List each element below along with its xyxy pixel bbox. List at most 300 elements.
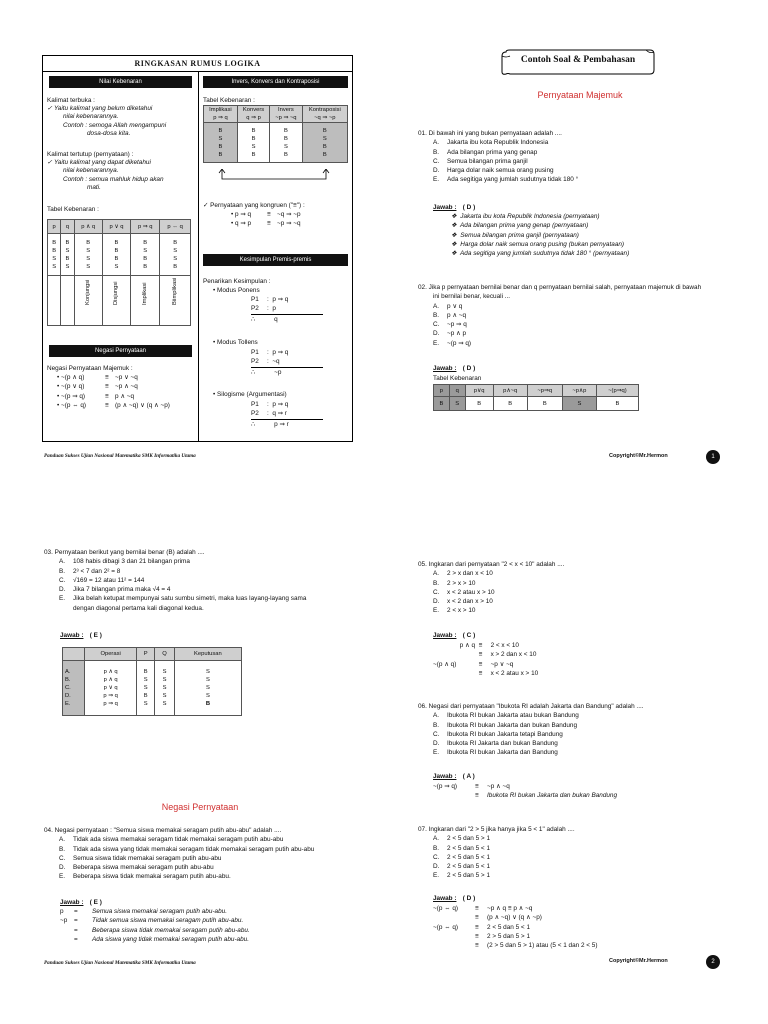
eq: ≡ <box>475 792 479 800</box>
cell: S <box>86 263 91 270</box>
opt-text: 2³ < 7 dan 2² = 8 <box>73 567 121 575</box>
sol-line: Semua siswa memakai seragam putih abu-abu. <box>92 908 227 915</box>
ponens-block: P1 : p ⇒ q P2 : p ∴ q <box>251 295 323 324</box>
terbuka-4: dosa-dosa kita. <box>87 130 131 137</box>
th <box>63 648 85 661</box>
sol-line: x < 2 atau x > 10 <box>490 669 539 677</box>
opt-letter: B. <box>433 844 440 852</box>
cell: S <box>173 247 178 254</box>
cell: S <box>143 677 148 683</box>
opt-text: ~p ∧ p <box>447 330 467 338</box>
sol-line: Beberapa siswa tidak memakai seragam putih abu-abu. <box>92 926 250 934</box>
question-05 <box>418 560 564 616</box>
question-04 <box>44 826 314 882</box>
tertutup-4: mati. <box>87 184 101 191</box>
th: p∧~q <box>493 385 527 397</box>
val: p ⇒ r <box>274 420 289 428</box>
eq: ≡ <box>475 905 479 912</box>
opt-text: x < 2 dan x > 10 <box>447 598 493 606</box>
cell: p ⇒ q <box>103 701 118 707</box>
cell: D. <box>65 693 71 699</box>
lbl: P1 <box>251 401 259 408</box>
banner-title: Contoh Soal & Pembahasan <box>520 55 636 65</box>
th: P <box>137 648 155 661</box>
opt-letter: D. <box>433 330 440 338</box>
q3-answer: ( E ) <box>89 632 102 639</box>
sol-line: 2 < 5 dan 5 < 1 <box>487 923 530 931</box>
negasi-head: Negasi Pernyataan Majemuk : <box>47 365 133 372</box>
opt-text: Ada segitiga yang jumlah sudutnya tidak 180 ° <box>447 176 579 184</box>
cell: B <box>251 135 256 142</box>
cell: B <box>143 669 148 675</box>
equiv: ≡ <box>105 401 109 409</box>
invers-table <box>203 105 348 163</box>
cell: S <box>65 247 70 254</box>
k-right: ~p ⇒ ~q <box>277 220 301 228</box>
val: p <box>272 305 276 313</box>
cell: E. <box>65 701 71 707</box>
opt-text: Ibukota RI bukan Jakarta atau bukan Bandung <box>447 712 579 720</box>
opt-text: 2 > x > 10 <box>447 579 476 587</box>
cell: S <box>173 255 178 262</box>
opt-letter: C. <box>59 576 66 584</box>
cell: p ∧ q <box>103 669 118 675</box>
sol-line: (p ∧ ~q) ∨ (q ∧ ~p) <box>487 914 542 922</box>
cell: B <box>52 239 57 246</box>
opt-letter: C. <box>59 854 66 862</box>
bar-nilai-kebenaran: Nilai Kebenaran <box>49 76 192 88</box>
opt-text: Beberapa siswa tidak memakai seragam putih abu-abu. <box>73 873 231 881</box>
q5-answer: ( C ) <box>462 632 476 639</box>
terbuka-head: Kalimat terbuka : <box>47 97 95 104</box>
opt-letter: D. <box>433 598 440 606</box>
th: ~p∧p <box>562 385 596 397</box>
sol-line: 2 < x < 10 <box>490 642 519 649</box>
check-icon: ✓ <box>203 202 211 209</box>
q2-text-1: 02. Jika p pernyataan bernilai benar dan q pernyataan bernilai salah, pernyataan majemuk di bawah <box>418 284 702 291</box>
cell: B <box>143 263 148 270</box>
cell: S <box>52 263 57 270</box>
lbl: ∴ <box>251 315 256 323</box>
negasi-left: ~(p ⇒ q) <box>61 392 86 400</box>
cell: p ⇒ q <box>103 693 118 699</box>
bar-negasi: Negasi Pernyataan <box>49 345 192 357</box>
page-number-badge: 1 <box>706 450 720 464</box>
vlabel-biimplikasi: Biimplikasi <box>172 277 179 305</box>
th: ~p ⇒ ~q <box>275 115 297 121</box>
th: Operasi <box>85 648 137 661</box>
sol-line: Ada segitiga yang jumlah sudutnya tidak 180 ° (pernyataan) <box>460 250 630 258</box>
cell: S <box>322 135 327 142</box>
opt-text: Tidak ada siswa yang tidak memakai seragam tidak memakai seragam putih abu-abu <box>73 845 315 853</box>
lbl: ∴ <box>251 420 256 428</box>
th: Keputusan <box>174 648 241 661</box>
opt-letter: B. <box>433 579 440 587</box>
opt-letter: D. <box>433 863 440 871</box>
q7-text: 07. Ingkaran dari "2 > 5 jika hanya jika 5 < 1" adalah .... <box>418 826 575 833</box>
cell: B <box>218 143 223 150</box>
section-negasi-pernyataan: Negasi Pernyataan <box>161 802 239 812</box>
opt-letter: C. <box>433 853 440 861</box>
cell: S <box>162 669 167 675</box>
opt-text: 2 < 5 dan 5 < 1 <box>447 844 490 852</box>
th: q ⇒ p <box>246 115 261 121</box>
jawab-label: Jawab : <box>60 899 84 906</box>
cell: B <box>114 255 119 262</box>
copyright: Copyright©Mr.Hermon <box>609 958 668 964</box>
cell: C. <box>65 685 71 691</box>
k-left: p ⇒ q <box>235 211 252 218</box>
opt-letter: B. <box>59 567 66 575</box>
opt-letter: A. <box>59 836 66 844</box>
sym: ~(p ⇔ q) <box>433 923 459 931</box>
th: Kontraposisi <box>308 107 341 113</box>
opt-letter: A. <box>433 139 440 147</box>
cell: S <box>114 263 119 270</box>
q6-answer: ( A ) <box>462 773 475 780</box>
opt-text: Semua bilangan prima ganjil <box>447 157 528 165</box>
q2-text-2: ini bernilai benar, kecuali ... <box>433 293 511 301</box>
eq: ≡ <box>475 923 479 931</box>
th: q <box>449 385 465 397</box>
sol-line: (2 > 5 dan 5 > 1) atau (5 < 1 dan 2 < 5) <box>487 942 598 950</box>
opt-letter: B. <box>59 845 66 853</box>
opt-text: Tidak ada siswa memakai seragam tidak memakai seragam putih abu-abu <box>73 836 284 844</box>
negasi-left: ~(p ∧ q) <box>61 374 85 381</box>
cell: S <box>218 135 223 142</box>
eq: ≡ <box>478 651 483 659</box>
q1-answer: ( D ) <box>462 204 476 211</box>
cell: S <box>205 685 210 691</box>
th: p ⇔ q <box>160 220 191 234</box>
q7-answer: ( D ) <box>462 895 476 902</box>
jawab-label: Jawab : <box>433 632 457 639</box>
th: Q <box>155 648 175 661</box>
cell: B <box>52 247 57 254</box>
eq: ≡ <box>478 642 483 649</box>
opt-text: Ada bilangan prima yang genap <box>447 148 538 156</box>
question-02 <box>418 283 701 348</box>
opt-text: 2 < 5 dan 5 < 1 <box>447 853 490 861</box>
cell: S <box>65 263 70 270</box>
cell: B. <box>65 677 71 683</box>
vlabel-disjungsi: Disjungsi <box>113 280 120 305</box>
sol-line: x > 2 dan x < 10 <box>490 651 537 659</box>
opt-letter: C. <box>433 730 440 738</box>
bracket-connector <box>218 169 330 183</box>
negasi-right: (p ∧ ~q) ∨ (q ∧ ~p) <box>115 401 170 409</box>
opt-letter: E. <box>433 749 440 757</box>
page-number-badge: 2 <box>706 955 720 969</box>
cell: S <box>86 247 91 254</box>
opt-letter: A. <box>59 558 66 566</box>
val: ~p <box>274 368 282 376</box>
opt-text: 2 < 5 dan 5 > 1 <box>447 872 490 880</box>
eq: ≡ <box>475 942 479 950</box>
opt-letter: E. <box>433 176 440 184</box>
opt-text: 108 habis dibagi 3 dan 21 bilangan prima <box>73 558 190 566</box>
negasi-list: • ~(p ∧ q) ≡ ~p ∨ ~q • ~(p ∨ q) ≡ ~p ∧ ~q • ~(p ⇒ q) ≡ p ∧ ~q • ~(p ⇔ q) ≡ (p ∧ ~q) ∨ (q ∧ ~p) <box>57 374 170 409</box>
opt-text: Jakarta ibu kota Republik Indonesia <box>447 139 549 147</box>
cell: S <box>162 685 167 691</box>
sym: ~p <box>60 917 68 925</box>
th: q <box>61 220 74 234</box>
opt-text: 2 > x dan x < 10 <box>447 570 493 578</box>
sol-line: ~p ∨ ~q <box>490 660 514 668</box>
summary-box: RINGKASAN RUMUS LOGIKA Nilai Kebenaran Kalimat terbuka : ✓ Yaitu kalimat yang belum diketahui nilai kebenarannya. Contoh : semoga Allah mengampuni dosa-dosa kita. Kalimat tertutup (pernyataan) : ✓ Yaitu kalimat yang dapat diketahui nilai kebenarannya. Contoh : semua mahluk hidup akan mati. Tabel Kebenaran : p q p ∧ q p ∨ q p ⇒ q p ⇔ q B B S S B S B S B S S S B B B S B S B B B S S B Konjungsi Disjungsi Implikasi Biimplikasi Negasi Pernyataan Negasi Pernyataan Majemuk : • ~(p ∧ q) ≡ ~p ∨ ~q • ~(p ∨ q) ≡ ~p ∧ ~q • ~(p ⇒ q) ≡ p ∧ ~q • ~(p ⇔ q) ≡ (p ∧ ~q) ∨ (q ∧ ~p) Invers, Konvers dan Kontraposisi Tabel Kebenaran : Implikasi p ⇒ q Konvers q ⇒ p Invers ~p ⇒ ~q Kontraposisi ~q ⇒ ~p B S B B B B S B B B S B B S B B ✓ Pernyataan yang kongruen ("≡") : • p ⇒ q ≡ ~q ⇒ ~p • q ⇒ p ≡ ~p ⇒ ~q Kesimpulan Premis-premis Penarikan Kesimpulan : • Modus Ponens P1 : p ⇒ q P2 : p ∴ q • Modus Tollens P1 : p ⇒ q P2 : ~q ∴ ~p • Silogisme (Argumentasi) P1 : p ⇒ q P2 : q ⇒ r ∴ p ⇒ r <box>42 55 353 442</box>
modus-ponens: Modus Ponens <box>217 287 260 294</box>
opt-letter: A. <box>433 835 440 843</box>
negasi-right: p ∧ ~q <box>115 392 135 400</box>
opt-text-cont: dengan diagonal pertama kali diagonal kedua. <box>73 604 204 612</box>
cell: B <box>283 135 288 142</box>
val: q <box>274 315 278 323</box>
opt-text: 2 < 5 dan 5 > 1 <box>447 835 490 843</box>
cell: p ∧ q <box>103 677 118 683</box>
lbl: P1 <box>251 296 259 303</box>
opt-text: √169 = 12 atau 11² = 144 <box>73 576 145 584</box>
jawab-label: Jawab : <box>433 895 457 902</box>
th: ~(p⇒q) <box>596 385 638 397</box>
cell: B <box>143 255 148 262</box>
cell: B <box>86 239 91 246</box>
opt-text: Ibukota RI bukan Jakarta tetapi Bandung <box>447 730 563 738</box>
equiv: ≡ <box>267 211 271 218</box>
truth-table <box>47 219 191 326</box>
lbl: P1 <box>251 349 259 356</box>
question-06 <box>418 702 644 758</box>
opt-letter: A. <box>433 712 440 720</box>
cell: B <box>65 239 70 246</box>
cell: A. <box>65 669 71 675</box>
opt-letter: C. <box>433 321 440 329</box>
eq: ≡ <box>478 669 483 677</box>
q1-text: 01. Di bawah ini yang bukan pernyataan adalah .... <box>418 130 562 137</box>
cell: B <box>527 397 562 411</box>
question-07 <box>418 825 575 881</box>
opt-letter: E. <box>433 872 440 880</box>
equiv: ≡ <box>105 383 109 391</box>
copyright: Copyright©Mr.Hermon <box>609 453 668 459</box>
cell: S <box>205 677 210 683</box>
sol-line: Tidak semua siswa memakai seragam putih abu-abu. <box>92 917 244 925</box>
val: p ⇒ q <box>272 401 289 408</box>
opt-letter: E. <box>433 607 440 615</box>
cell: S <box>562 397 596 411</box>
opt-letter: B. <box>433 148 440 156</box>
q2-answer: ( D ) <box>462 365 476 372</box>
eq: ≡ <box>478 660 483 668</box>
q7-solution <box>433 904 598 950</box>
th: p∨q <box>465 385 493 397</box>
bar-invers: Invers, Konvers dan Kontraposisi <box>203 76 348 88</box>
opt-letter: D. <box>433 740 440 748</box>
opt-text: Semua siswa tidak memakai seragam putih abu-abu <box>73 854 222 862</box>
val: p ⇒ q <box>272 296 289 303</box>
opt-letter: D. <box>433 167 440 175</box>
footer-text: Panduan Sukses Ujian Nasional Matematika SMK Informatika Utama <box>44 960 196 966</box>
cell: S <box>449 397 465 411</box>
val: q ⇒ r <box>272 410 287 418</box>
cell: B <box>283 127 288 134</box>
opt-letter: E. <box>59 595 66 603</box>
penarikan-head: Penarikan Kesimpulan : <box>203 278 271 285</box>
th: p <box>48 220 61 234</box>
check-icon: ✓ <box>47 105 55 112</box>
sol-line: ~p ∧ q ≡ p ∧ ~q <box>487 905 533 912</box>
cell: S <box>205 669 210 675</box>
opt-letter: D. <box>59 864 66 872</box>
th: Invers <box>277 107 294 113</box>
opt-text: Ibukota RI Jakarta dan bukan Bandung <box>447 740 558 748</box>
cell: S <box>143 685 148 691</box>
eq: = <box>74 917 78 925</box>
th: ~q ⇒ ~p <box>314 115 336 121</box>
cell: S <box>143 247 148 254</box>
sol-line: Harga dolar naik semua orang pusing (bukan pernyataan) <box>460 240 625 248</box>
cell: S <box>162 677 167 683</box>
footer-text: Panduan Sukses Ujian Nasional Matematika SMK Informatika Utama <box>44 453 196 459</box>
opt-letter: B. <box>433 721 440 729</box>
lbl: ∴ <box>251 368 256 376</box>
opt-text: Jika belah ketupat mempunyai satu sumbu simetri, maka luas layang-layang sama <box>73 595 307 603</box>
kongruen-list: • p ⇒ q ≡ ~q ⇒ ~p • q ⇒ p ≡ ~p ⇒ ~q <box>231 211 301 228</box>
opt-letter: C. <box>433 588 440 596</box>
q5-solution <box>433 641 538 678</box>
jawab-label: Jawab : <box>433 204 457 211</box>
opt-letter: B. <box>433 311 440 319</box>
q1-solution: ❖ Jakarta ibu kota Republik Indonesia (pernyataan) ❖ Ada bilangan prima yang genap (pernyataan) ❖ Semua bilangan prima ganjil (pernyataan) ❖ Harga dolar naik semua orang pusing (bukan pernyataan) ❖ Ada segitiga yang jumlah sudutnya tidak 180 ° (pernyataan) <box>451 213 630 258</box>
cell: B <box>251 151 256 158</box>
opt-text: 2 < 5 dan 5 < 1 <box>447 863 490 871</box>
sol-line: Semua bilangan prima ganjil (pernyataan) <box>460 231 579 239</box>
q4-solution <box>60 907 250 944</box>
cell: S <box>205 693 210 699</box>
tollens-block: P1 : p ⇒ q P2 : ~q ∴ ~p <box>251 348 323 377</box>
question-01 <box>418 129 578 185</box>
val: p ⇒ q <box>272 349 289 356</box>
negasi-right: ~p ∨ ~q <box>115 374 138 381</box>
th: p ⇒ q <box>213 115 228 121</box>
eq: = <box>74 908 78 915</box>
opt-text: ~(p ⇒ q) <box>447 339 472 347</box>
cell: S <box>283 143 288 150</box>
cell: S <box>143 701 148 707</box>
tertutup-2: nilai kebenarannya. <box>63 167 119 174</box>
sym: ~(p ⇔ q) <box>433 905 459 912</box>
lbl: P2 <box>251 305 259 313</box>
q2-table-head: Tabel Kebenaran <box>433 375 482 382</box>
q3-table <box>62 647 242 716</box>
eq: = <box>74 935 78 943</box>
th: p ⇒ q <box>131 220 160 234</box>
tabel-kebenaran-head: Tabel Kebenaran : <box>47 206 99 213</box>
negasi-left: ~(p ⇔ q) <box>61 401 87 409</box>
negasi-left: ~(p ∨ q) <box>61 383 85 391</box>
bar-kesimpulan: Kesimpulan Premis-premis <box>203 254 348 266</box>
cell: B <box>205 701 210 707</box>
eq: = <box>74 926 78 934</box>
opt-text: ~p ⇒ q <box>447 321 467 329</box>
sol-line: Jakarta ibu kota Republik Indonesia (pernyataan) <box>460 213 600 220</box>
sol-line: 2 > 5 dan 5 > 1 <box>487 932 530 940</box>
opt-text: 2 < x > 10 <box>447 607 476 615</box>
banner <box>498 46 658 76</box>
check-icon: ✓ <box>47 159 55 166</box>
opt-text: Ibukota RI bukan Jakarta dan bukan Bandung <box>447 721 578 729</box>
terbuka-1: Yaitu kalimat yang belum diketahui <box>54 105 153 112</box>
equiv: ≡ <box>105 374 109 381</box>
tabel2-head: Tabel Kebenaran : <box>203 97 255 104</box>
opt-text: p ∧ ~q <box>447 311 467 319</box>
sym: ~(p ∧ q) <box>433 660 457 668</box>
equiv: ≡ <box>105 392 109 400</box>
tertutup-head: Kalimat tertutup (pernyataan) : <box>47 151 134 158</box>
cell: p ∨ q <box>103 685 118 691</box>
cell: S <box>86 255 91 262</box>
cell: B <box>143 239 148 246</box>
cell: B <box>283 151 288 158</box>
lbl: P2 <box>251 410 259 418</box>
cell: B <box>114 239 119 246</box>
jawab-label: Jawab : <box>433 773 457 780</box>
th: ~p⇒q <box>527 385 562 397</box>
equiv: ≡ <box>267 220 271 228</box>
cell: S <box>162 701 167 707</box>
modus-tollens: Modus Tollens <box>217 339 258 346</box>
q6-text: 06. Negasi dari pernyataan "Ibukota RI adalah Jakarta dan Bandung" adalah .... <box>418 703 644 710</box>
cell: B <box>65 255 70 262</box>
silogisme-block: P1 : p ⇒ q P2 : q ⇒ r ∴ p ⇒ r <box>251 400 323 429</box>
sym: p <box>60 908 64 915</box>
k-left: q ⇒ p <box>235 220 252 228</box>
vlabel-implikasi: Implikasi <box>142 281 149 305</box>
sym: ~(p ⇒ q) <box>433 783 458 790</box>
eq: ≡ <box>475 783 479 790</box>
th: p ∧ q <box>74 220 102 234</box>
lbl: P2 <box>251 358 259 366</box>
q3-text: 03. Pernyataan berikut yang bernilai benar (B) adalah .... <box>44 549 205 556</box>
kongruen-head: Pernyataan yang kongruen ("≡") : <box>210 202 305 209</box>
opt-text: Ibukota RI bukan Jakarta dan Bandung <box>447 749 558 757</box>
cell: S <box>251 143 256 150</box>
cell: B <box>434 397 450 411</box>
opt-letter: C. <box>433 157 440 165</box>
th: Konvers <box>242 107 265 113</box>
eq: ≡ <box>475 932 479 940</box>
cell: B <box>218 151 223 158</box>
opt-text: Beberapa siswa memakai seragam putih abu-abu <box>73 864 214 872</box>
cell: B <box>596 397 638 411</box>
opt-letter: A. <box>433 302 440 310</box>
opt-text: Jika 7 bilangan prima maka √4 = 4 <box>73 586 171 594</box>
cell: B <box>173 239 178 246</box>
opt-letter: E. <box>59 873 66 881</box>
opt-letter: D. <box>59 586 66 594</box>
jawab-label: Jawab : <box>60 632 84 639</box>
th: p <box>434 385 450 397</box>
negasi-right: ~p ∧ ~q <box>115 383 138 391</box>
cell: B <box>322 143 327 150</box>
q4-text: 04. Negasi pernyataan : "Semua siswa memakai seragam putih abu-abu" adalah .... <box>44 827 282 834</box>
jawab-label: Jawab : <box>433 365 457 372</box>
q2-table <box>433 384 639 411</box>
val: ~q <box>272 358 280 366</box>
cell: B <box>218 127 223 134</box>
th: p ∨ q <box>102 220 130 234</box>
sym: p ∧ q <box>459 642 475 649</box>
sol-line: Ibukota RI bukan Jakarta dan bukan Bandung <box>487 792 618 800</box>
